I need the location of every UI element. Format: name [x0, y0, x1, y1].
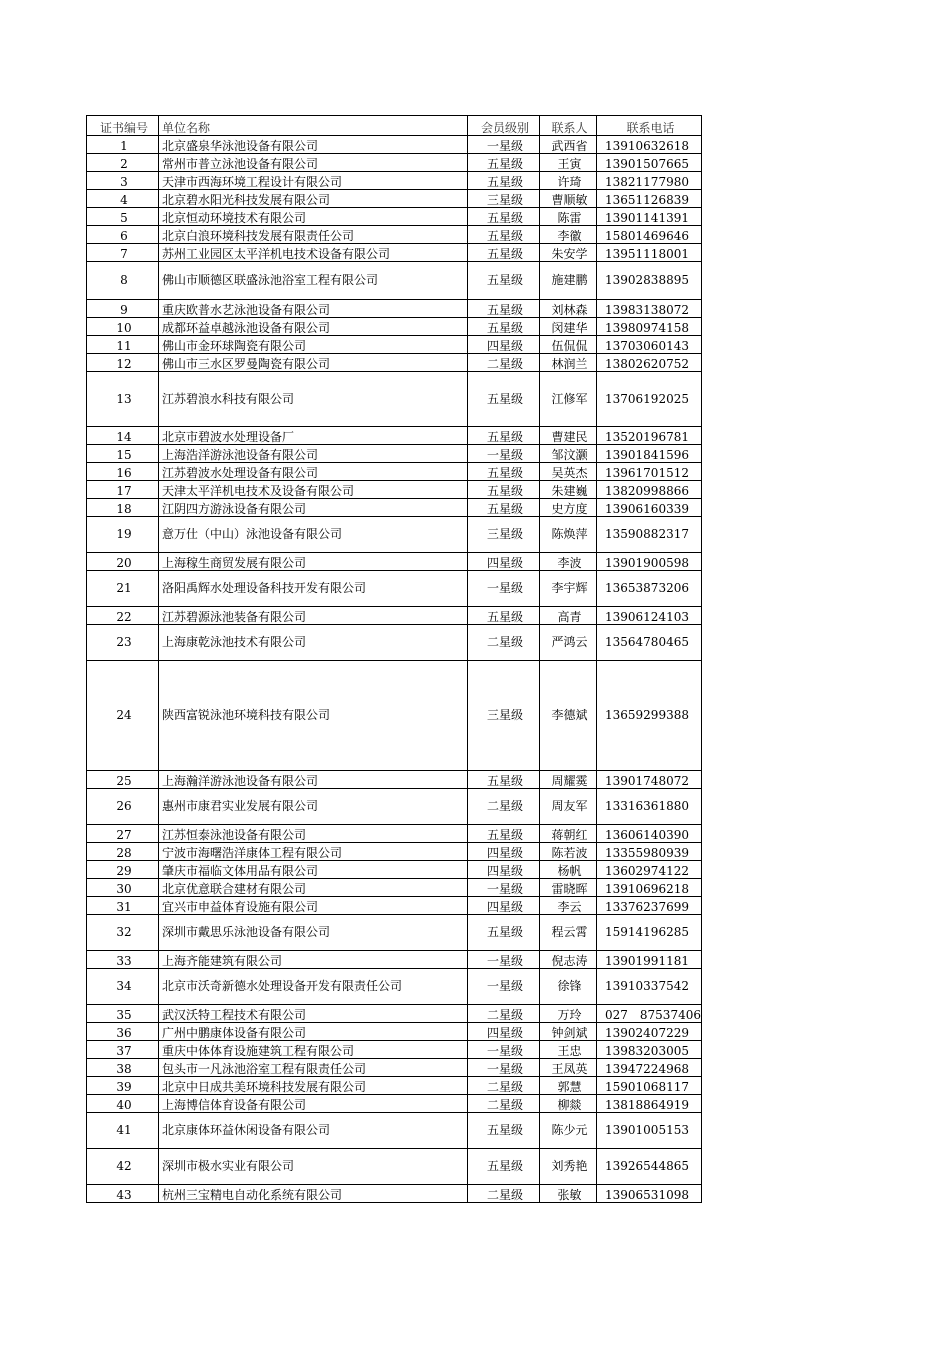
- contact-person-cell: 朱安学: [540, 244, 597, 262]
- table-row: [87, 244, 702, 262]
- company-name-cell: 北京优意联合建材有限公司: [159, 879, 468, 897]
- company-name-cell: 惠州市康君实业发展有限公司: [159, 789, 468, 825]
- phone-cell: 13951118001: [597, 244, 702, 262]
- member-level-cell: 五星级: [468, 208, 540, 226]
- member-level-cell: 三星级: [468, 661, 540, 771]
- member-level-cell: 一星级: [468, 571, 540, 607]
- member-level-cell: 四星级: [468, 861, 540, 879]
- table-row: [87, 481, 702, 499]
- cert-no-cell: 43: [87, 1185, 159, 1203]
- member-level-cell: 五星级: [468, 499, 540, 517]
- member-level-cell: 五星级: [468, 915, 540, 951]
- phone-cell: 15914196285: [597, 915, 702, 951]
- company-name-cell: 成都环益卓越泳池设备有限公司: [159, 318, 468, 336]
- member-level-cell: 四星级: [468, 843, 540, 861]
- company-name-cell: 上海博信体育设备有限公司: [159, 1095, 468, 1113]
- contact-person-cell: 程云霄: [540, 915, 597, 951]
- contact-person-cell: 王凤英: [540, 1059, 597, 1077]
- phone-cell: 13961701512: [597, 463, 702, 481]
- phone-cell: 13818864919: [597, 1095, 702, 1113]
- table-row: [87, 1149, 702, 1185]
- cert-no-cell: 41: [87, 1113, 159, 1149]
- member-level-cell: 五星级: [468, 262, 540, 300]
- cert-no-cell: 2: [87, 154, 159, 172]
- contact-person-cell: 闵建华: [540, 318, 597, 336]
- cert-no-cell: 18: [87, 499, 159, 517]
- member-level-cell: 一星级: [468, 1059, 540, 1077]
- company-name-cell: 北京市沃奇新德水处理设备开发有限责任公司: [159, 969, 468, 1005]
- phone-cell: 13651126839: [597, 190, 702, 208]
- phone-cell: 13980974158: [597, 318, 702, 336]
- phone-cell: 13602974122: [597, 861, 702, 879]
- cert-no-cell: 38: [87, 1059, 159, 1077]
- member-level-cell: 五星级: [468, 771, 540, 789]
- phone-cell: 13926544865: [597, 1149, 702, 1185]
- table-row: [87, 1095, 702, 1113]
- cert-no-cell: 16: [87, 463, 159, 481]
- cert-no-cell: 35: [87, 1005, 159, 1023]
- contact-person-cell: 李徽: [540, 226, 597, 244]
- table-row: [87, 226, 702, 244]
- cert-no-cell: 3: [87, 172, 159, 190]
- phone-cell: 13706192025: [597, 372, 702, 427]
- member-level-cell: 四星级: [468, 1023, 540, 1041]
- cert-no-cell: 20: [87, 553, 159, 571]
- phone-cell: 13821177980: [597, 172, 702, 190]
- phone-cell: 13910696218: [597, 879, 702, 897]
- phone-cell: 15801469646: [597, 226, 702, 244]
- header-company: 单位名称: [159, 116, 468, 136]
- company-name-cell: 意万仕（中山）泳池设备有限公司: [159, 517, 468, 553]
- member-level-cell: 五星级: [468, 172, 540, 190]
- contact-person-cell: 陈若波: [540, 843, 597, 861]
- table-row: [87, 571, 702, 607]
- contact-person-cell: 武西省: [540, 136, 597, 154]
- table-row: [87, 136, 702, 154]
- phone-cell: 13947224968: [597, 1059, 702, 1077]
- table-row: [87, 208, 702, 226]
- cert-no-cell: 26: [87, 789, 159, 825]
- table-row: [87, 517, 702, 553]
- member-level-cell: 二星级: [468, 789, 540, 825]
- phone-cell: 13901141391: [597, 208, 702, 226]
- member-level-cell: 五星级: [468, 1113, 540, 1149]
- member-level-cell: 二星级: [468, 1005, 540, 1023]
- company-name-cell: 重庆欧普水艺泳池设备有限公司: [159, 300, 468, 318]
- header-level: 会员级别: [468, 116, 540, 136]
- cert-no-cell: 42: [87, 1149, 159, 1185]
- member-level-cell: 二星级: [468, 354, 540, 372]
- table-row: [87, 427, 702, 445]
- contact-person-cell: 李宇辉: [540, 571, 597, 607]
- company-name-cell: 苏州工业园区太平洋机电技术设备有限公司: [159, 244, 468, 262]
- header-row: [87, 116, 702, 136]
- cert-no-cell: 39: [87, 1077, 159, 1095]
- phone-cell: 13520196781: [597, 427, 702, 445]
- phone-cell: 13983203005: [597, 1041, 702, 1059]
- table-row: [87, 789, 702, 825]
- company-name-cell: 广州中鹏康体设备有限公司: [159, 1023, 468, 1041]
- table-row: [87, 1185, 702, 1203]
- cert-no-cell: 21: [87, 571, 159, 607]
- company-name-cell: 江苏碧源泳池装备有限公司: [159, 607, 468, 625]
- phone-cell: 13901005153: [597, 1113, 702, 1149]
- company-name-cell: 北京市碧波水处理设备厂: [159, 427, 468, 445]
- member-level-cell: 三星级: [468, 190, 540, 208]
- header-phone: 联系电话: [597, 116, 702, 136]
- member-level-cell: 二星级: [468, 625, 540, 661]
- company-name-cell: 深圳市戴思乐泳池设备有限公司: [159, 915, 468, 951]
- company-name-cell: 江阴四方游泳设备有限公司: [159, 499, 468, 517]
- cert-no-cell: 27: [87, 825, 159, 843]
- phone-cell: 13902838895: [597, 262, 702, 300]
- member-level-cell: 五星级: [468, 154, 540, 172]
- contact-person-cell: 史方度: [540, 499, 597, 517]
- contact-person-cell: 曹建民: [540, 427, 597, 445]
- table-row: [87, 336, 702, 354]
- contact-person-cell: 张敏: [540, 1185, 597, 1203]
- contact-person-cell: 郭慧: [540, 1077, 597, 1095]
- member-level-cell: 三星级: [468, 517, 540, 553]
- member-level-cell: 五星级: [468, 318, 540, 336]
- company-name-cell: 上海瀚洋游泳池设备有限公司: [159, 771, 468, 789]
- phone-cell: 13659299388: [597, 661, 702, 771]
- member-level-cell: 五星级: [468, 481, 540, 499]
- phone-cell: 13906531098: [597, 1185, 702, 1203]
- company-name-cell: 洛阳禹辉水处理设备科技开发有限公司: [159, 571, 468, 607]
- contact-person-cell: 高青: [540, 607, 597, 625]
- contact-person-cell: 陈少元: [540, 1113, 597, 1149]
- phone-cell: 13606140390: [597, 825, 702, 843]
- contact-person-cell: 周友军: [540, 789, 597, 825]
- cert-no-cell: 12: [87, 354, 159, 372]
- contact-person-cell: 伍侃侃: [540, 336, 597, 354]
- cert-no-cell: 19: [87, 517, 159, 553]
- member-level-cell: 一星级: [468, 445, 540, 463]
- table-body: [87, 136, 702, 1203]
- company-name-cell: 肇庆市福临文体用品有限公司: [159, 861, 468, 879]
- table-row: [87, 625, 702, 661]
- cert-no-cell: 17: [87, 481, 159, 499]
- company-name-cell: 北京盛泉华泳池设备有限公司: [159, 136, 468, 154]
- phone-cell: 15901068117: [597, 1077, 702, 1095]
- contact-person-cell: 柳燚: [540, 1095, 597, 1113]
- phone-cell: 13906160339: [597, 499, 702, 517]
- table-row: [87, 372, 702, 427]
- contact-person-cell: 钟剑斌: [540, 1023, 597, 1041]
- table-row: [87, 607, 702, 625]
- cert-no-cell: 22: [87, 607, 159, 625]
- table-row: [87, 1005, 702, 1023]
- table-row: [87, 861, 702, 879]
- cert-no-cell: 15: [87, 445, 159, 463]
- contact-person-cell: 李云: [540, 897, 597, 915]
- table-row: [87, 354, 702, 372]
- cert-no-cell: 36: [87, 1023, 159, 1041]
- member-level-cell: 四星级: [468, 336, 540, 354]
- contact-person-cell: 陈焕萍: [540, 517, 597, 553]
- cert-no-cell: 30: [87, 879, 159, 897]
- cert-no-cell: 37: [87, 1041, 159, 1059]
- member-level-cell: 四星级: [468, 897, 540, 915]
- company-name-cell: 北京中日成共美环境科技发展有限公司: [159, 1077, 468, 1095]
- phone-cell: 13910632618: [597, 136, 702, 154]
- contact-person-cell: 刘秀艳: [540, 1149, 597, 1185]
- contact-person-cell: 雷晓晖: [540, 879, 597, 897]
- member-level-cell: 一星级: [468, 1041, 540, 1059]
- phone-cell: 13703060143: [597, 336, 702, 354]
- table-row: [87, 825, 702, 843]
- cert-no-cell: 1: [87, 136, 159, 154]
- contact-person-cell: 许琦: [540, 172, 597, 190]
- table-row: [87, 897, 702, 915]
- contact-person-cell: 刘林森: [540, 300, 597, 318]
- contact-person-cell: 严鸿云: [540, 625, 597, 661]
- table-row: [87, 463, 702, 481]
- company-name-cell: 佛山市三水区罗曼陶瓷有限公司: [159, 354, 468, 372]
- contact-person-cell: 徐锋: [540, 969, 597, 1005]
- company-name-cell: 江苏碧浪水科技有限公司: [159, 372, 468, 427]
- table-row: [87, 318, 702, 336]
- table-row: [87, 1077, 702, 1095]
- company-name-cell: 江苏恒泰泳池设备有限公司: [159, 825, 468, 843]
- cert-no-cell: 10: [87, 318, 159, 336]
- table-row: [87, 1041, 702, 1059]
- phone-cell: 13820998866: [597, 481, 702, 499]
- member-level-cell: 五星级: [468, 244, 540, 262]
- member-table: [86, 115, 702, 1203]
- table-row: [87, 445, 702, 463]
- member-level-cell: 一星级: [468, 879, 540, 897]
- company-name-cell: 上海齐能建筑有限公司: [159, 951, 468, 969]
- member-level-cell: 五星级: [468, 463, 540, 481]
- cert-no-cell: 9: [87, 300, 159, 318]
- company-name-cell: 佛山市金环球陶瓷有限公司: [159, 336, 468, 354]
- table-row: [87, 771, 702, 789]
- member-level-cell: 五星级: [468, 1149, 540, 1185]
- member-level-cell: 五星级: [468, 825, 540, 843]
- phone-cell: 13802620752: [597, 354, 702, 372]
- contact-person-cell: 万玲: [540, 1005, 597, 1023]
- cert-no-cell: 6: [87, 226, 159, 244]
- company-name-cell: 杭州三宝精电自动化系统有限公司: [159, 1185, 468, 1203]
- contact-person-cell: 陈雷: [540, 208, 597, 226]
- cert-no-cell: 23: [87, 625, 159, 661]
- table-row: [87, 300, 702, 318]
- phone-cell: 13901507665: [597, 154, 702, 172]
- contact-person-cell: 李德斌: [540, 661, 597, 771]
- company-name-cell: 包头市一凡泳池浴室工程有限责任公司: [159, 1059, 468, 1077]
- cert-no-cell: 5: [87, 208, 159, 226]
- phone-cell: 13910337542: [597, 969, 702, 1005]
- company-name-cell: 北京白浪环境科技发展有限责任公司: [159, 226, 468, 244]
- table-row: [87, 262, 702, 300]
- contact-person-cell: 王忠: [540, 1041, 597, 1059]
- cert-no-cell: 13: [87, 372, 159, 427]
- member-level-cell: 二星级: [468, 1095, 540, 1113]
- company-name-cell: 宁波市海曙浩洋康体工程有限公司: [159, 843, 468, 861]
- phone-cell: 13590882317: [597, 517, 702, 553]
- company-name-cell: 北京康体环益休闲设备有限公司: [159, 1113, 468, 1149]
- table-row: [87, 951, 702, 969]
- cert-no-cell: 25: [87, 771, 159, 789]
- header-cert-no: 证书编号: [87, 116, 159, 136]
- company-name-cell: 北京恒动环境技术有限公司: [159, 208, 468, 226]
- phone-cell: 13901900598: [597, 553, 702, 571]
- table-row: [87, 661, 702, 771]
- company-name-cell: 常州市普立泳池设备有限公司: [159, 154, 468, 172]
- company-name-cell: 武汉沃特工程技术有限公司: [159, 1005, 468, 1023]
- contact-person-cell: 林润兰: [540, 354, 597, 372]
- contact-person-cell: 倪志涛: [540, 951, 597, 969]
- cert-no-cell: 24: [87, 661, 159, 771]
- member-level-cell: 二星级: [468, 1077, 540, 1095]
- company-name-cell: 上海稼生商贸发展有限公司: [159, 553, 468, 571]
- contact-person-cell: 邹汶灏: [540, 445, 597, 463]
- cert-no-cell: 14: [87, 427, 159, 445]
- cert-no-cell: 11: [87, 336, 159, 354]
- company-name-cell: 佛山市顺德区联盛泳池浴室工程有限公司: [159, 262, 468, 300]
- company-name-cell: 北京碧水阳光科技发展有限公司: [159, 190, 468, 208]
- phone-cell: 027 87537406: [597, 1005, 702, 1023]
- member-level-cell: 一星级: [468, 136, 540, 154]
- company-name-cell: 深圳市极水实业有限公司: [159, 1149, 468, 1185]
- cert-no-cell: 29: [87, 861, 159, 879]
- phone-cell: 13316361880: [597, 789, 702, 825]
- table-row: [87, 172, 702, 190]
- contact-person-cell: 吴英杰: [540, 463, 597, 481]
- cert-no-cell: 28: [87, 843, 159, 861]
- header-contact: 联系人: [540, 116, 597, 136]
- company-name-cell: 陕西富锐泳池环境科技有限公司: [159, 661, 468, 771]
- table-row: [87, 915, 702, 951]
- contact-person-cell: 王寅: [540, 154, 597, 172]
- table-row: [87, 1059, 702, 1077]
- cert-no-cell: 32: [87, 915, 159, 951]
- contact-person-cell: 周耀霙: [540, 771, 597, 789]
- cert-no-cell: 33: [87, 951, 159, 969]
- phone-cell: 13564780465: [597, 625, 702, 661]
- company-name-cell: 重庆中体体育设施建筑工程有限公司: [159, 1041, 468, 1059]
- phone-cell: 13901748072: [597, 771, 702, 789]
- member-level-cell: 五星级: [468, 607, 540, 625]
- phone-cell: 13901991181: [597, 951, 702, 969]
- member-level-cell: 五星级: [468, 226, 540, 244]
- cert-no-cell: 40: [87, 1095, 159, 1113]
- member-level-cell: 五星级: [468, 372, 540, 427]
- member-level-cell: 五星级: [468, 300, 540, 318]
- cert-no-cell: 4: [87, 190, 159, 208]
- table-row: [87, 1113, 702, 1149]
- member-level-cell: 四星级: [468, 553, 540, 571]
- table-row: [87, 1023, 702, 1041]
- company-name-cell: 天津市西海环境工程设计有限公司: [159, 172, 468, 190]
- phone-cell: 13902407229: [597, 1023, 702, 1041]
- contact-person-cell: 朱建巍: [540, 481, 597, 499]
- company-name-cell: 天津太平洋机电技术及设备有限公司: [159, 481, 468, 499]
- phone-cell: 13983138072: [597, 300, 702, 318]
- contact-person-cell: 曹顺敏: [540, 190, 597, 208]
- table-row: [87, 499, 702, 517]
- contact-person-cell: 李波: [540, 553, 597, 571]
- table-row: [87, 553, 702, 571]
- cert-no-cell: 8: [87, 262, 159, 300]
- contact-person-cell: 施建鹏: [540, 262, 597, 300]
- contact-person-cell: 蒋朝红: [540, 825, 597, 843]
- cert-no-cell: 34: [87, 969, 159, 1005]
- phone-cell: 13376237699: [597, 897, 702, 915]
- member-level-cell: 二星级: [468, 1185, 540, 1203]
- company-name-cell: 上海康乾泳池技术有限公司: [159, 625, 468, 661]
- company-name-cell: 宜兴市申益体育设施有限公司: [159, 897, 468, 915]
- company-name-cell: 江苏碧波水处理设备有限公司: [159, 463, 468, 481]
- company-name-cell: 上海浩洋游泳池设备有限公司: [159, 445, 468, 463]
- table-row: [87, 879, 702, 897]
- cert-no-cell: 31: [87, 897, 159, 915]
- member-level-cell: 五星级: [468, 427, 540, 445]
- contact-person-cell: 杨帆: [540, 861, 597, 879]
- contact-person-cell: 江修军: [540, 372, 597, 427]
- phone-cell: 13355980939: [597, 843, 702, 861]
- table-row: [87, 969, 702, 1005]
- phone-cell: 13653873206: [597, 571, 702, 607]
- cert-no-cell: 7: [87, 244, 159, 262]
- table-row: [87, 843, 702, 861]
- phone-cell: 13901841596: [597, 445, 702, 463]
- phone-cell: 13906124103: [597, 607, 702, 625]
- member-level-cell: 一星级: [468, 969, 540, 1005]
- member-level-cell: 一星级: [468, 951, 540, 969]
- table-row: [87, 154, 702, 172]
- table-row: [87, 190, 702, 208]
